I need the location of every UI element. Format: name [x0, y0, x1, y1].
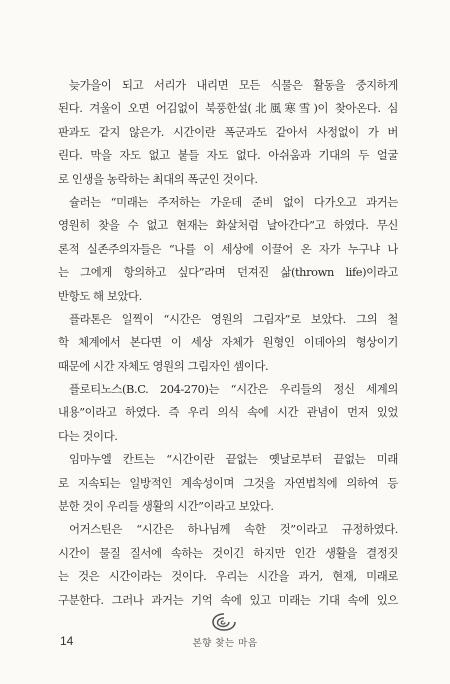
text-line: 린다. 막을 자도 없고 붙들 자도 없다. 아쉬움과 기대의 두 얼굴	[58, 148, 398, 163]
text-line: 반항도 해 보았다.	[58, 288, 142, 303]
text-line: 학 체계에서 본다면 이 세상 자체가 원형인 이데아의 형상이기	[58, 335, 398, 350]
text-line: 분한 것이 우리들 생활의 시간”이라고 보았다.	[58, 499, 274, 514]
book-title: 본향 찾는 마음	[192, 638, 258, 649]
text-line: 임마누엘 칸트는 “시간이란 끝없는 옛날로부터 끝없는 미래	[69, 452, 398, 467]
text-line: 로 지속되는 일방적인 계속성이며 그것을 자연법칙에 의하여 등	[58, 475, 398, 490]
text-line: 론적 실존주의자들은 “나를 이 세상에 이끌어 온 자가 누구냐 나	[58, 241, 398, 256]
page-number: 14	[60, 634, 74, 648]
text-line: 된다. 겨울이 오면 어김없이 북풍한설(北風寒雪)이 찾아온다. 심	[58, 101, 398, 116]
body-text	[58, 74, 398, 612]
text-line: 구분한다. 그러나 과거는 기억 속에 있고 미래는 기대 속에 있으	[58, 592, 398, 607]
text-line: 로 인생을 농락하는 최대의 폭군인 것이다.	[58, 171, 258, 186]
text-line: 어거스틴은 “시간은 하나님께 속한 것”이라고 규정하였다.	[69, 522, 398, 537]
text-line: 는 그에게 항의하고 싶다”라며 던져진 삶(thrown life)이라고	[58, 265, 398, 280]
text-line: 내용”이라고 하였다. 즉 우리 의식 속에 시간 관념이 먼저 있었	[58, 405, 398, 420]
text-line: 판과도 같지 않은가. 시간이란 폭군과도 같아서 사정없이 가 버	[58, 124, 398, 139]
text-line: 영원히 찾을 수 없고 현재는 화살처럼 날아간다”고 하였다. 무신	[58, 218, 398, 233]
text-line: 플라톤은 일찍이 “시간은 영원의 그림자”로 보았다. 그의 철	[69, 311, 398, 326]
text-line: 늦가을이 되고 서리가 내리면 모든 식물은 활동을 중지하게	[69, 78, 398, 92]
page-footer	[0, 612, 450, 672]
text-line: 때문에 시간 자체도 영원의 그림자인 셈이다.	[58, 358, 269, 373]
text-line: 시간이 물질 질서에 속하는 것이긴 하지만 인간 생활을 결정짓	[58, 545, 398, 560]
text-line: 슐러는 “미래는 주저하는 가운데 준비 없이 다가오고 과거는	[69, 194, 398, 209]
text-line: 다는 것이다.	[58, 428, 118, 443]
text-line: 플로티노스(B.C. 204-270)는 “시간은 우리들의 정신 세계의	[69, 382, 398, 397]
swirl-logo-icon	[209, 612, 239, 632]
text-line: 는 것은 시간이라는 것이다. 우리는 시간을 과거, 현재, 미래로	[58, 569, 398, 584]
